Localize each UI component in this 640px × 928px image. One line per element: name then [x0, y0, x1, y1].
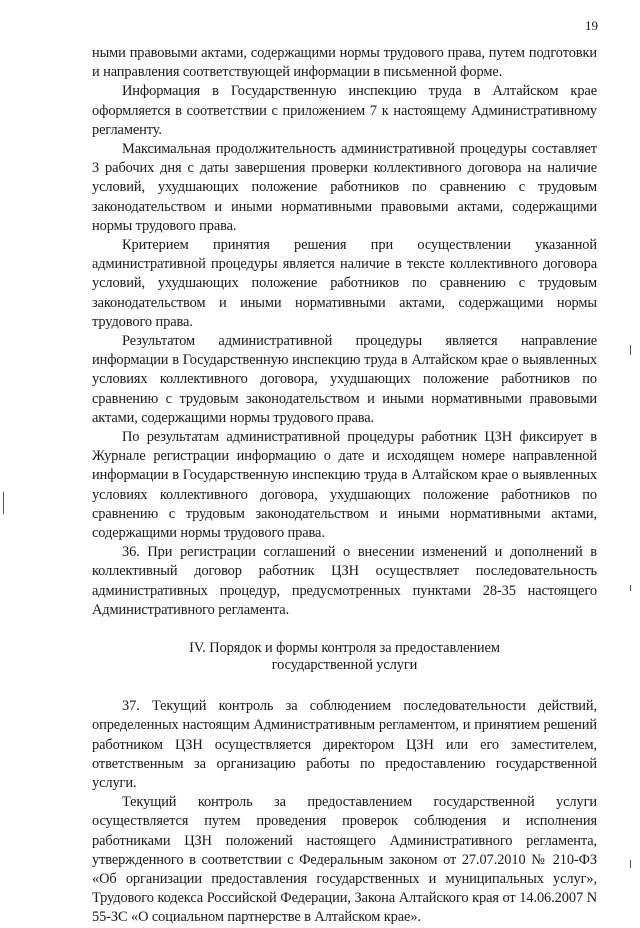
- paragraph-current-control: Текущий контроль за предоставлением государственной услуги осуществляется путем проведения проверок соблюдения и исполнения работниками ЦЗН положений настоящего Административного регламента, утвержденного в соответствии с Федеральным законом от 27.07.2010 № 210-ФЗ «Об организации предоставления государственных и муниципальных услуг», Трудового кодекса Российской Федерации, Закона Алтайского края от 14.06.2007 N 55-ЗС «О социальном партнерстве в Алтайском крае».: [92, 794, 597, 926]
- body-text: [92, 44, 597, 928]
- section-heading-line-2: государственной услуги: [271, 657, 418, 674]
- paragraph-procedure-result: Результатом административной процедуры является направление информации в Государственную инспекцию труда в Алтайском крае о выявленных условиях коллективного договора, ухудшающих положение работников по сравнению с трудовым законодательством и иными нормативными правовыми актами, содержащими нормы трудового права.: [92, 333, 597, 426]
- scan-artifact-right-1: [630, 345, 631, 355]
- paragraph-inspection-info: Информация в Государственную инспекцию труда в Алтайском крае оформляется в соответствии с приложением 7 к настоящему Административному регламенту.: [92, 83, 597, 138]
- paragraph-decision-criterion: Критерием принятия решения при осуществлении указанной административной процедуры является наличие в тексте коллективного договора условий, ухудшающих положение работников по сравнению с трудовым законодательством и иными нормативными актами, содержащими нормы трудового права.: [92, 237, 597, 330]
- scan-artifact-left-1: [3, 492, 4, 514]
- section-heading: [92, 640, 597, 674]
- paragraph-journal-registration: По результатам административной процедуры работник ЦЗН фиксирует в Журнале регистрации информацию о дате и исходящем номере направленной информации в Государственную инспекцию труда в Алтайском крае о выявленных условиях коллективного договора, ухудшающих положение работников по сравнению с трудовым законодательством и иными нормативными актами, содержащими нормы трудового права.: [92, 429, 597, 542]
- scan-artifact-right-3: [630, 860, 631, 868]
- scan-artifact-right-2: [630, 585, 631, 591]
- paragraph-max-duration: Максимальная продолжительность административной процедуры составляет 3 рабочих дня с даты завершения проверки коллективного договора на наличие условий, ухудшающих положение работников по сравнению с трудовым законодательством и иными нормативными правовыми актами, содержащими нормы трудового права.: [92, 141, 597, 234]
- paragraph-item-36: 36. При регистрации соглашений о внесении изменений и дополнений в коллективный договор работник ЦЗН осуществляет последовательность административных процедур, предусмотренных пунктами 28-35 настоящего Административного регламента.: [92, 544, 597, 618]
- page-number: 19: [585, 18, 598, 33]
- paragraph-continuation: ными правовыми актами, содержащими нормы трудового права, путем подготовки и направления соответствующей информации в письменной форме.: [92, 45, 597, 81]
- paragraph-item-37: 37. Текущий контроль за соблюдением последовательности действий, определенных настоящим Административным регламентом, и принятием решений работником ЦЗН осуществляется директором ЦЗН или его заместителем, ответственным за организацию работы по предоставлению государственной услуги.: [92, 698, 597, 791]
- section-heading-line-1: IV. Порядок и формы контроля за предоставлением: [189, 640, 500, 657]
